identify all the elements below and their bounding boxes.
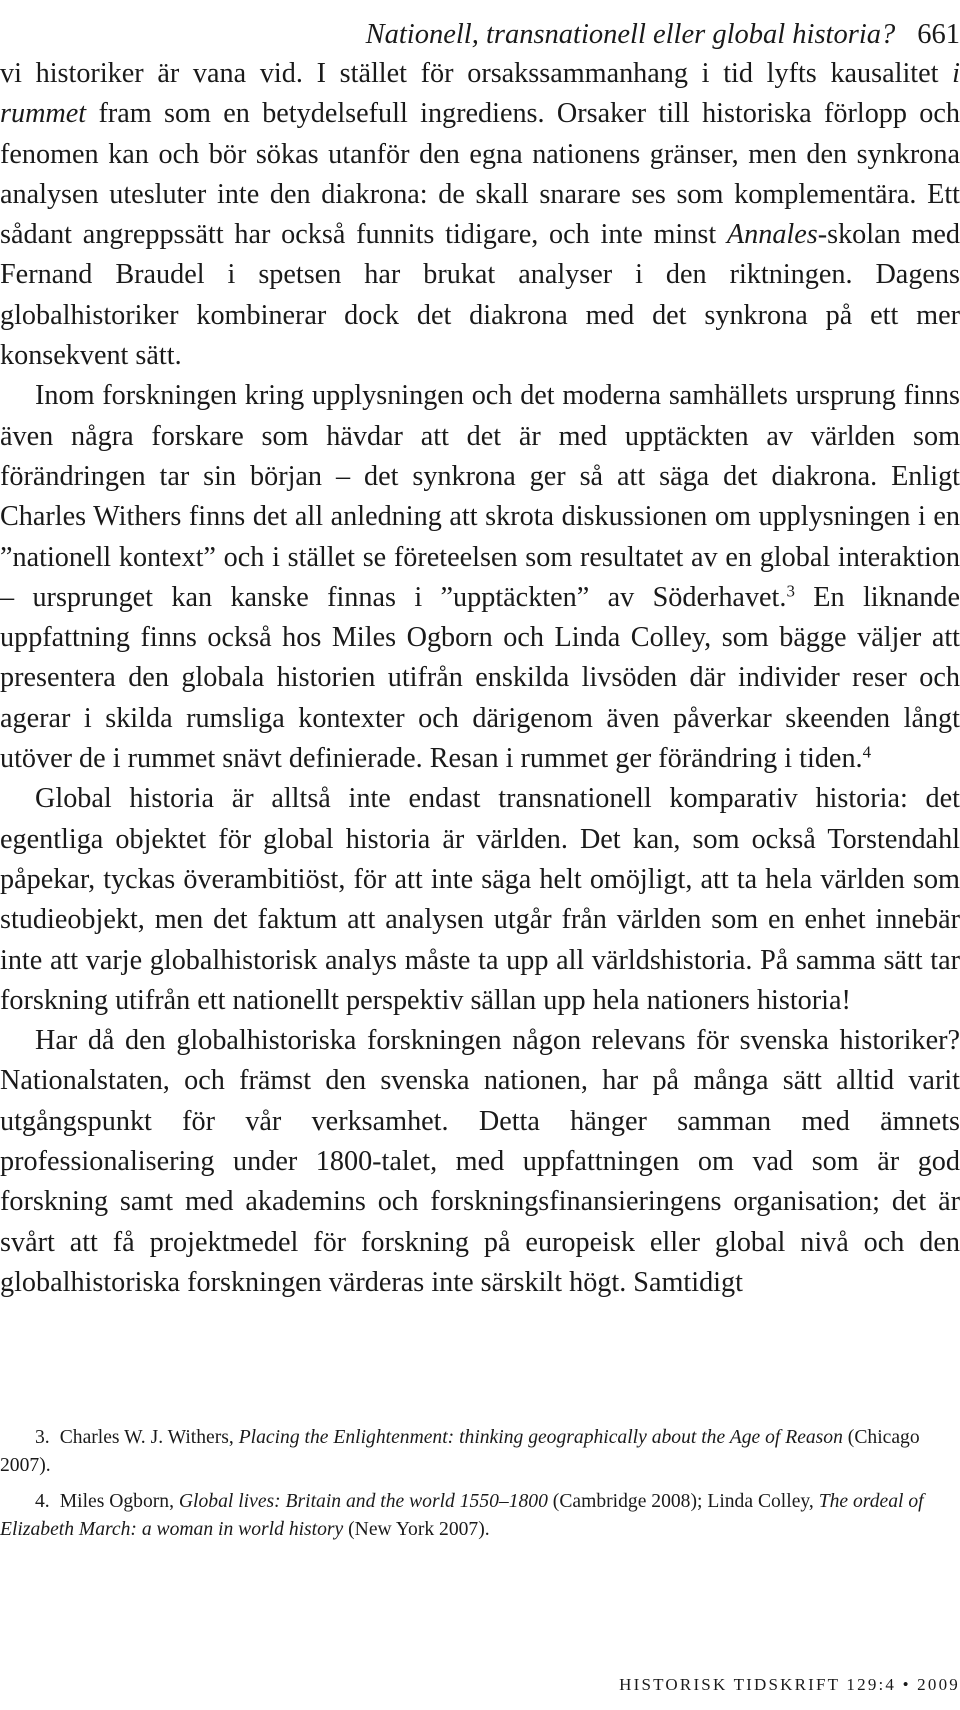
paragraph	[0, 54, 960, 376]
italic-text: Annales	[726, 219, 818, 251]
text-run: vi historiker är vana vid. I stället för orsakssammanhang i tid lyfts kausalitet	[0, 58, 953, 89]
text-run: -skolan med Fernand Braudel i spetsen har brukat analyser i den riktningen. Dagens globalhistoriker kombinerar dock det diakrona med det synkrona på ett mer konsekvent sätt.	[0, 219, 960, 372]
footnotes	[0, 1424, 960, 1544]
footnote-number: 3.	[35, 1427, 50, 1448]
text-run: (Chicago 2007).	[0, 1427, 920, 1476]
text-run: Inom forskningen kring upplysningen och det moderna samhällets ursprung finns även några forskare som hävdar att det är med upptäckten av världen som förändringen tar sin början – det synkrona ger så att säga det diakrona. Enligt Charles Withers finns det all anledning att skrota diskussionen om upplysningen i en ”nationell kontext” och i stället se företeelsen som resultatet av en global interaktion – ursprunget kan kanske finnas i ”upptäckten” av Söderhavet.	[0, 380, 960, 613]
footnote-ref: 3	[786, 581, 795, 601]
italic-text: The ordeal of Elizabeth March: a woman in world history	[0, 1491, 924, 1540]
footnote-ref: 4	[862, 742, 872, 762]
page-number: 661	[917, 19, 960, 50]
text-run: fram som en betydelsefull ingrediens. Orsaker till historiska förlopp och fenomen kan och bör sökas utanför den egna nationens gränser, men den synkrona analysen utesluter inte den diakrona: de skall snarare ses som komplementära. Ett sådant angreppssätt har också funnits tidigare, och inte minst	[0, 98, 960, 251]
paragraph	[0, 779, 960, 1021]
body-text	[0, 54, 960, 1303]
italic-text: Placing the Enlightenment: thinking geographically about the Age of Reason	[238, 1427, 843, 1448]
text-run: (Cambridge 2008); Linda Colley,	[547, 1491, 819, 1512]
footnote	[0, 1424, 960, 1480]
text-run: Charles W. J. Withers,	[59, 1427, 239, 1448]
text-run: Miles Ogborn,	[59, 1491, 179, 1512]
paragraph	[0, 376, 960, 779]
footnote-number: 4.	[35, 1491, 50, 1512]
text-run: Har då den globalhistoriska forskningen någon relevans för svenska historiker? Nationalstaten, och främst den svenska nationen, har på många sätt alltid varit utgångspunkt för vår verksamhet. Detta hänger samman med ämnets professionalisering under 1800-talet, med uppfattningen om vad som är god forskning samt med akademins och forskningsfinansieringens organisation; det är svårt att få projektmedel för forskning på europeisk eller global nivå och den globalhistoriska forskningen värderas inte särskilt högt. Samtidigt	[0, 1025, 960, 1298]
paragraph	[0, 1021, 960, 1303]
footnote	[0, 1488, 960, 1544]
running-head-title: Nationell, transnationell eller global historia?	[365, 19, 896, 50]
text-run: (New York 2007).	[343, 1519, 490, 1540]
text-run: En liknande uppfattning finns också hos Miles Ogborn och Linda Colley, som bägge väljer att presentera den globala historien utifrån enskilda livsöden där individer reser och agerar i skilda rumsliga kontexter och därigenom även påverkar skeenden långt utöver de i rummet snävt definierade. Resan i rummet ger förändring i tiden.	[0, 581, 960, 775]
italic-text: Global lives: Britain and the world 1550–1800	[178, 1491, 548, 1512]
text-run: Global historia är alltså inte endast transnationell komparativ historia: det egentliga objektet för global historia är världen. Det kan, som också Torstendahl påpekar, tyckas överambitiöst, för att inte säga helt omöjligt, att ta hela världen som studieobjekt, men det faktum att analysen utgår från världen som en enhet innebär inte att varje globalhistorisk analys måste ta upp all världshistoria. På samma sätt tar forskning utifrån ett nationellt perspektiv sällan upp hela nationers historia!	[0, 783, 960, 1016]
journal-footer: HISTORISK TIDSKRIFT 129:4 • 2009	[619, 1675, 960, 1694]
running-head	[0, 18, 960, 52]
italic-text: i rummet	[0, 58, 960, 130]
